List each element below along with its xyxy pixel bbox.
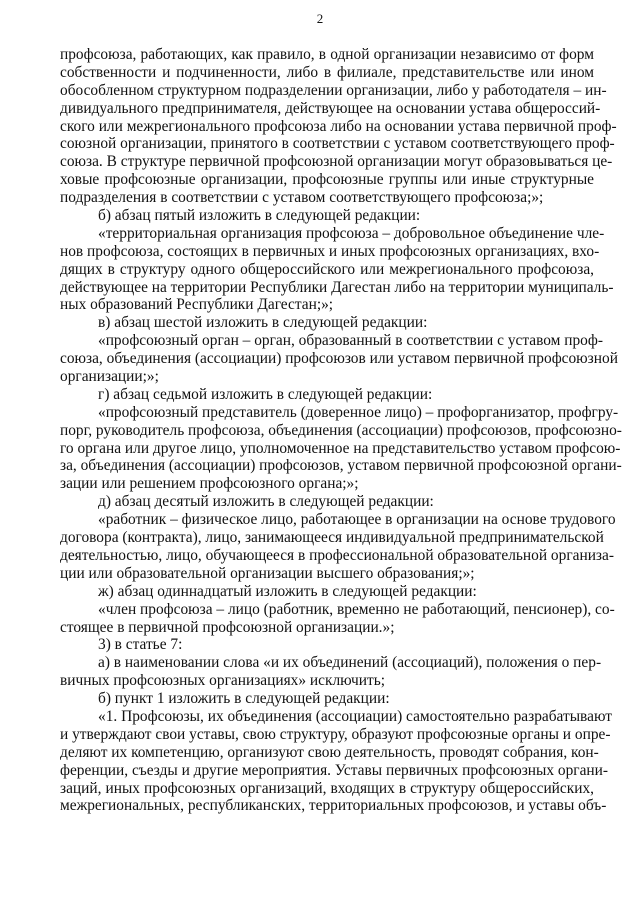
text-line: «профсоюзный представитель (доверенное лицо) – профорганизатор, профгру- bbox=[98, 403, 619, 421]
text-line: организации;»; bbox=[60, 368, 159, 386]
text-line: подразделения в соответствии с уставом соответствующего профсоюза;»; bbox=[60, 189, 544, 207]
text-line: собственности и подчиненности, либо в филиале, представительстве или ином bbox=[60, 63, 594, 81]
text-line: ского или межрегионального профсоюза либо на основании устава первичной проф- bbox=[60, 117, 617, 135]
text-line: 3) в статье 7: bbox=[98, 636, 183, 654]
text-line: «член профсоюза – лицо (работник, временно не работающий, пенсионер), со- bbox=[98, 600, 615, 618]
text-line: союза, объединения (ассоциации) профсоюзов или уставом первичной профсоюзной bbox=[60, 350, 618, 368]
text-line: нов профсоюза, состоящих в первичных и иных профсоюзных организациях, вхо- bbox=[60, 242, 600, 260]
text-line: стоящее в первичной профсоюзной организации.»; bbox=[60, 618, 395, 636]
text-line: ных образований Республики Дагестан;»; bbox=[60, 296, 334, 314]
text-line: б) абзац пятый изложить в следующей редакции: bbox=[98, 207, 421, 225]
text-line: ференции, съезды и другие мероприятия. Уставы первичных профсоюзных органи- bbox=[60, 761, 609, 779]
text-line: а) в наименовании слова «и их объединений (ассоциаций), положения о пер- bbox=[98, 654, 602, 672]
text-line: межрегиональных, республиканских, территориальных профсоюзов, и уставы объ- bbox=[60, 797, 607, 815]
text-line: вичных профсоюзных организациях» исключить; bbox=[60, 672, 386, 690]
text-line: дящих в структуру одного общероссийского или межрегионального профсоюза, bbox=[60, 260, 594, 278]
text-line: г) абзац седьмой изложить в следующей редакции: bbox=[98, 385, 433, 403]
text-line: действующее на территории Республики Дагестан либо на территории муниципаль- bbox=[60, 278, 614, 296]
page-number: 2 bbox=[316, 11, 324, 26]
text-line: «работник – физическое лицо, работающее в организации на основе трудового bbox=[98, 511, 616, 529]
text-line: обособленном структурном подразделении организации, либо у работодателя – ин- bbox=[60, 81, 607, 99]
text-line: ж) абзац одиннадцатый изложить в следующей редакции: bbox=[98, 582, 477, 600]
text-line: «1. Профсоюзы, их объединения (ассоциации) самостоятельно разрабатывают bbox=[98, 707, 612, 725]
text-line: союзной организации, принятого в соответствии с уставом соответствующего проф- bbox=[60, 135, 615, 153]
text-line: договора (контракта), лицо, занимающееся индивидуальной предпринимательской bbox=[60, 529, 604, 547]
text-line: зации или решением профсоюзного органа;»; bbox=[60, 475, 359, 493]
text-line: порг, руководитель профсоюза, объединения (ассоциации) профсоюзов, профсоюзно- bbox=[60, 421, 622, 439]
text-line: д) абзац десятый изложить в следующей редакции: bbox=[98, 493, 434, 511]
text-line: деятельностью, лицо, обучающееся в профессиональной образовательной организа- bbox=[60, 546, 614, 564]
text-line: за, объединения (ассоциации) профсоюзов, уставом первичной профсоюзной органи- bbox=[60, 457, 622, 475]
text-line: профсоюза, работающих, как правило, в одной организации независимо от форм bbox=[60, 46, 594, 63]
text-line: го органа или другое лицо, уполномоченное на представительство уставом профсою- bbox=[60, 439, 621, 457]
text-line: «территориальная организация профсоюза – добровольное объединение чле- bbox=[98, 224, 605, 242]
text-line: ховые профсоюзные организации, профсоюзные группы или иные структурные bbox=[60, 171, 594, 189]
text-line: дивидуального предпринимателя, действующее на основании устава общероссий- bbox=[60, 99, 601, 117]
text-line: заций, иных профсоюзных организаций, входящих в структуру общероссийских, bbox=[60, 779, 594, 797]
text-line: деляют их компетенцию, организуют свою деятельность, проводят собрания, кон- bbox=[60, 743, 599, 761]
text-line: и утверждают свои уставы, свою структуру, образуют профсоюзные органы и опре- bbox=[60, 725, 611, 743]
text-line: «профсоюзный орган – орган, образованный в соответствии с уставом проф- bbox=[98, 332, 603, 350]
text-line: союза. В структуре первичной профсоюзной организации могут образовываться це- bbox=[60, 153, 613, 171]
document-body bbox=[60, 46, 622, 815]
text-line: в) абзац шестой изложить в следующей редакции: bbox=[98, 314, 428, 332]
text-line: б) пункт 1 изложить в следующей редакции: bbox=[98, 690, 390, 708]
text-line: ции или образовательной организации высшего образования;»; bbox=[60, 564, 475, 582]
